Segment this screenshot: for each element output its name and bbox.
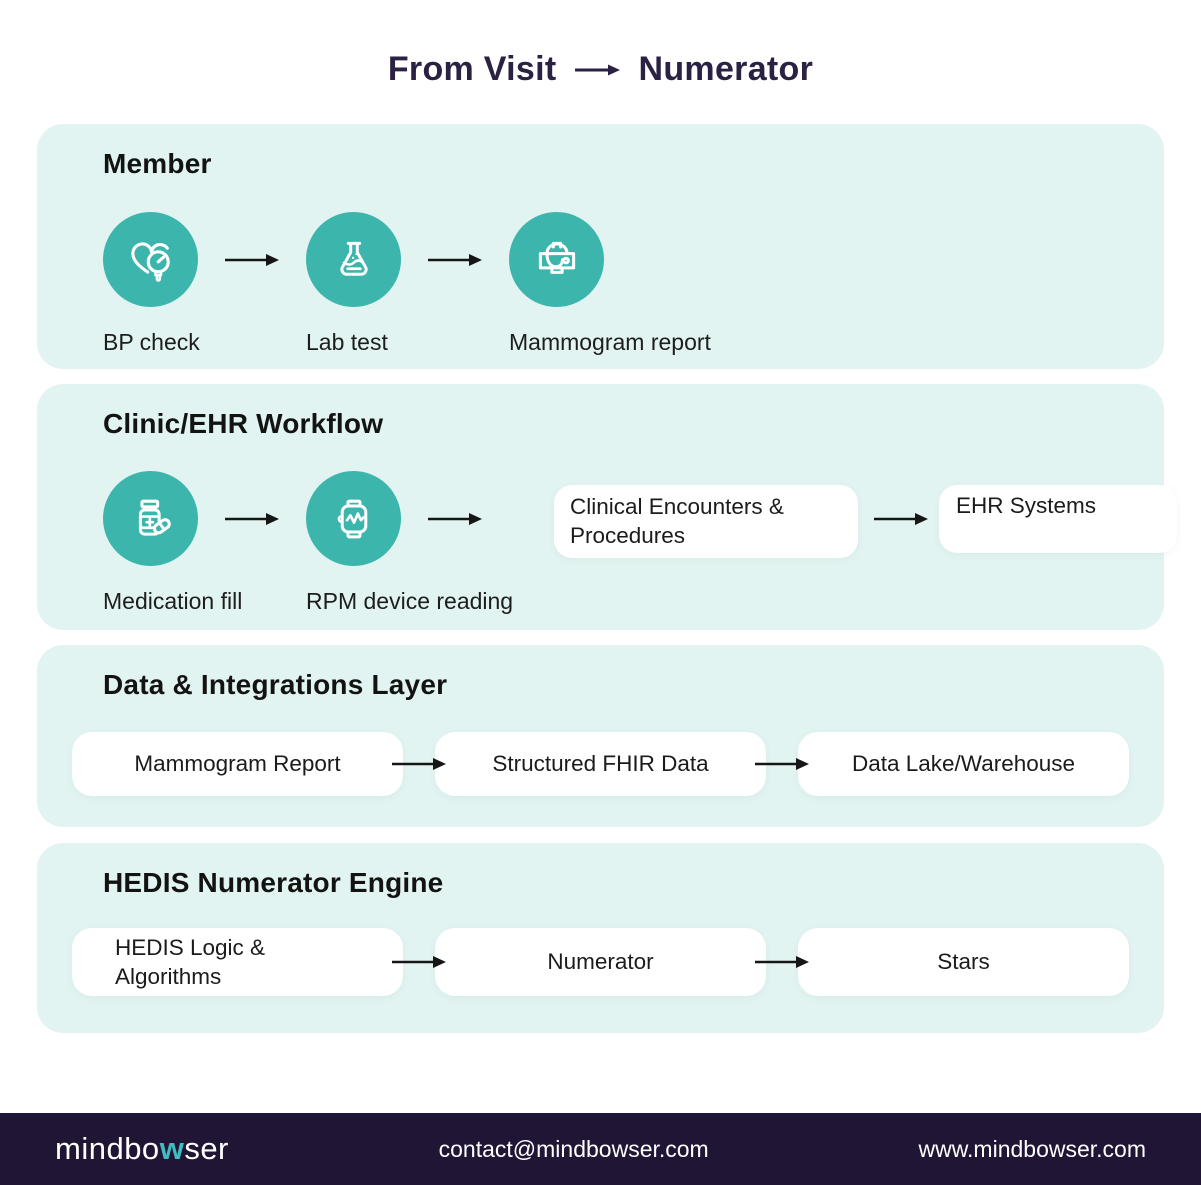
section-data-integrations (37, 645, 1164, 827)
title-to: Numerator (638, 50, 814, 88)
member-heading: Member (103, 148, 212, 179)
arrow-right-icon (427, 253, 483, 267)
logo-text-w: w (159, 1131, 185, 1166)
arrow-right-icon (389, 955, 449, 969)
page-title (0, 0, 1201, 89)
clinic-heading: Clinic/EHR Workflow (103, 408, 384, 439)
arrow-right-icon (752, 757, 812, 771)
logo-text-2: ser (184, 1131, 229, 1166)
hedis-heading: HEDIS Numerator Engine (103, 867, 444, 898)
mindbowser-logo (55, 1131, 229, 1167)
step-label-bp-check: BP check (103, 329, 200, 355)
step-label-medication-fill: Medication fill (103, 588, 243, 614)
step-rpm-device (306, 471, 514, 614)
step-mammogram-report (509, 212, 711, 355)
footer-website: www.mindbowser.com (918, 1135, 1146, 1162)
numerator-box: Numerator (435, 928, 766, 996)
arrow-right-icon (427, 512, 483, 526)
footer (0, 1113, 1201, 1185)
clinical-encounters-box: Clinical Encounters & Procedures (554, 485, 858, 558)
step-label-mammogram: Mammogram report (509, 329, 711, 355)
ehr-systems-box: EHR Systems (939, 485, 1177, 553)
title-arrow-icon (575, 62, 621, 78)
smartwatch-pulse-icon (306, 471, 401, 566)
section-hedis-numerator-engine (37, 843, 1164, 1033)
title-from: From Visit (387, 50, 557, 88)
step-label-lab-test: Lab test (306, 329, 388, 355)
step-bp-check (103, 212, 200, 355)
arrow-right-icon (224, 253, 280, 267)
section-member (37, 124, 1164, 369)
step-lab-test (306, 212, 401, 355)
data-layer-heading: Data & Integrations Layer (103, 669, 448, 700)
stars-box: Stars (798, 928, 1129, 996)
arrow-right-icon (752, 955, 812, 969)
step-medication-fill (103, 471, 243, 614)
arrow-right-icon (873, 512, 929, 526)
section-clinic-ehr-workflow (37, 384, 1164, 630)
data-lake-warehouse-box: Data Lake/Warehouse (798, 732, 1129, 796)
mammogram-report-box: Mammogram Report (72, 732, 403, 796)
lab-flask-icon (306, 212, 401, 307)
heart-bp-gauge-icon (103, 212, 198, 307)
structured-fhir-data-box: Structured FHIR Data (435, 732, 766, 796)
logo-text-1: mindbo (55, 1131, 160, 1166)
step-label-rpm-device: RPM device reading (306, 588, 514, 614)
mammogram-machine-icon (509, 212, 604, 307)
hedis-logic-algorithms-box (72, 928, 403, 996)
arrow-right-icon (389, 757, 449, 771)
arrow-right-icon (224, 512, 280, 526)
footer-email: contact@mindbowser.com (438, 1135, 709, 1162)
hedis-logic-label: HEDIS Logic & Algorithms (115, 934, 266, 989)
medication-bottle-icon (103, 471, 198, 566)
